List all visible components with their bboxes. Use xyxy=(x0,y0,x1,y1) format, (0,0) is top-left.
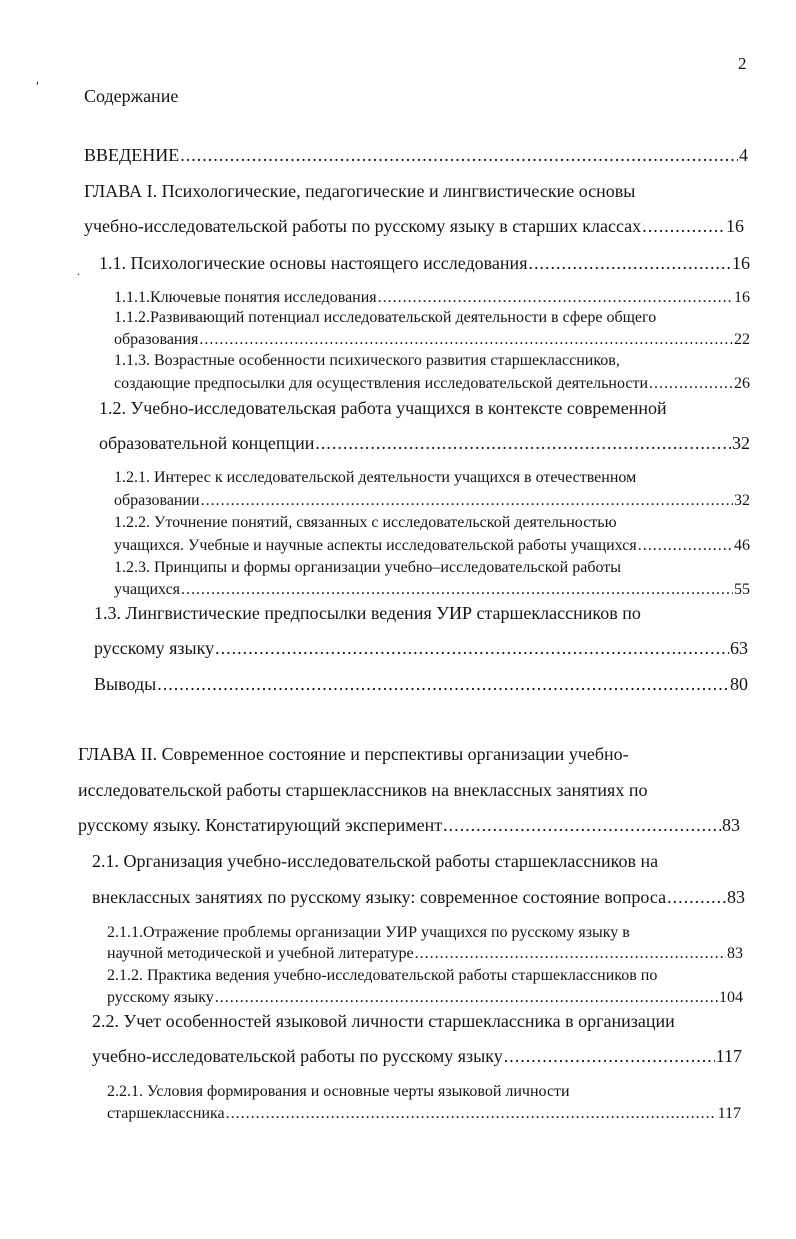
toc-entry-text: русскому языку. Констатирующий эксперимент xyxy=(78,815,443,835)
toc-entry-page: 63 xyxy=(730,638,748,658)
toc-leader xyxy=(315,433,731,454)
toc-entry-page: 32 xyxy=(732,433,750,453)
toc-entry-page: 83 xyxy=(727,887,745,907)
toc-entry-page: 83 xyxy=(722,815,740,835)
toc-entry-text: русскому языку xyxy=(94,638,215,658)
toc-entry-1-1-2[interactable] xyxy=(114,331,750,349)
toc-entry-page: 16 xyxy=(726,216,744,236)
toc-leader xyxy=(528,253,731,274)
toc-entry-line: 2.1.1.Отражение проблемы организации УИР учащихся по русскому языку в xyxy=(107,924,630,941)
toc-entry-page: 55 xyxy=(734,581,750,598)
toc-leader xyxy=(215,638,729,659)
toc-entry-text: Выводы xyxy=(94,674,157,694)
toc-entry-line: 1.3. Лингвистические предпосылки ведения УИР старшеклассников по xyxy=(94,603,641,623)
toc-entry-2-2-1[interactable] xyxy=(107,1105,741,1123)
toc-leader xyxy=(415,945,726,963)
toc-entry-page: 32 xyxy=(734,492,750,509)
toc-entry-page: 26 xyxy=(734,375,750,392)
toc-entry-line: 1.2.1. Интерес к исследовательской деятельности учащихся в отечественном xyxy=(114,469,637,486)
toc-leader xyxy=(157,674,729,695)
toc-entry-text: образовательной концепции xyxy=(99,433,315,453)
toc-entry-page: 117 xyxy=(717,1105,741,1122)
toc-entry-line: 2.1.2. Практика ведения учебно-исследовательской работы старшеклассников по xyxy=(107,967,658,984)
toc-leader xyxy=(443,815,721,836)
toc-entry-1-2-3[interactable] xyxy=(114,581,750,599)
toc-entry-page: 117 xyxy=(715,1046,742,1066)
toc-leader xyxy=(649,375,733,393)
toc-leader xyxy=(504,1046,715,1067)
toc-entry-2-2[interactable] xyxy=(92,1046,742,1067)
toc-entry-page: 22 xyxy=(734,331,750,348)
toc-leader xyxy=(180,145,738,166)
toc-entry-text: создающие предпосылки для осуществления исследовательской деятельности xyxy=(114,375,649,392)
toc-entry-text: учебно-исследовательской работы по русскому языку в старших классах xyxy=(84,216,642,236)
toc-entry-text: учащихся xyxy=(114,581,181,598)
toc-entry-line: 1.2.2. Уточнение понятий, связанных с исследовательской деятельностью xyxy=(114,514,617,531)
toc-title: Содержание xyxy=(84,86,179,106)
toc-entry-page: 16 xyxy=(732,253,750,273)
toc-entry-page: 80 xyxy=(730,674,748,694)
toc-entry-page: 4 xyxy=(739,145,748,165)
toc-entry-1-2-1[interactable] xyxy=(114,492,750,510)
toc-entry-1-1-1[interactable] xyxy=(114,289,750,307)
toc-entry-line: 1.1.3. Возрастные особенности психического развития старшеклассников, xyxy=(114,352,620,369)
toc-entry-text: внеклассных занятиях по русскому языку: современное состояние вопроса xyxy=(92,887,667,907)
toc-entry-2-1-2[interactable] xyxy=(107,989,743,1007)
toc-leader xyxy=(201,492,733,510)
toc-entry-line: 2.1. Организация учебно-исследовательской работы старшеклассников на xyxy=(92,851,659,871)
toc-entry-line: ГЛАВА I. Психологические, педагогические и лингвистические основы xyxy=(84,181,636,201)
toc-leader xyxy=(378,289,733,307)
toc-entry-1-2[interactable] xyxy=(99,433,750,454)
toc-entry-text: старшеклассника xyxy=(107,1105,225,1122)
toc-leader xyxy=(199,331,733,349)
toc-entry-chapter-2[interactable] xyxy=(78,815,740,836)
toc-entry-2-1-1[interactable] xyxy=(107,945,743,963)
toc-entry-1-1[interactable] xyxy=(99,253,750,274)
toc-leader xyxy=(215,989,718,1007)
toc-entry-text: 1.1. Психологические основы настоящего исследования xyxy=(99,253,528,273)
scan-dot: . xyxy=(77,264,80,278)
toc-entry-text: 1.1.1.Ключевые понятия исследования xyxy=(114,289,377,306)
toc-entry-line: исследовательской работы старшеклассников на внеклассных занятиях по xyxy=(78,780,648,800)
toc-leader xyxy=(226,1105,717,1123)
toc-entry-text: русскому языку xyxy=(107,989,214,1006)
toc-entry-introduction[interactable] xyxy=(84,145,748,166)
toc-entry-line: 2.2. Учет особенностей языковой личности старшеклассника в организации xyxy=(92,1011,675,1031)
toc-entry-text: образования xyxy=(114,331,199,348)
toc-entry-text: образовании xyxy=(114,492,200,509)
toc-entry-1-1-3[interactable] xyxy=(114,375,750,393)
toc-entry-conclusions[interactable] xyxy=(94,674,748,695)
toc-entry-chapter-1[interactable] xyxy=(84,216,744,237)
toc-entry-text: научной методической и учебной литературе xyxy=(107,945,414,962)
page-number: 2 xyxy=(738,54,747,73)
toc-entry-line: 1.2.3. Принципы и формы организации учебно–исследовательской работы xyxy=(114,559,622,576)
toc-leader xyxy=(181,581,733,599)
toc-entry-text: ВВЕДЕНИЕ xyxy=(84,145,180,165)
toc-entry-page: 83 xyxy=(727,945,743,962)
toc-entry-1-2-2[interactable] xyxy=(114,537,750,555)
toc-entry-1-3[interactable] xyxy=(94,638,748,659)
toc-leader xyxy=(642,216,725,237)
toc-entry-text: учебно-исследовательской работы по русскому языку xyxy=(92,1046,503,1066)
toc-entry-page: 104 xyxy=(719,989,743,1006)
toc-entry-line: 1.2. Учебно-исследовательская работа учащихся в контексте современной xyxy=(99,398,667,418)
toc-entry-page: 16 xyxy=(734,289,750,306)
toc-leader xyxy=(667,887,726,908)
toc-entry-line: 2.2.1. Условия формирования и основные черты языковой личности xyxy=(107,1083,570,1100)
toc-entry-page: 46 xyxy=(734,537,750,554)
toc-entry-2-1[interactable] xyxy=(92,887,745,908)
toc-entry-text: учащихся. Учебные и научные аспекты исследовательской работы учащихся xyxy=(114,537,637,554)
toc-entry-line: ГЛАВА II. Современное состояние и перспективы организации учебно- xyxy=(78,744,629,764)
toc-leader xyxy=(638,537,733,555)
toc-entry-line: 1.1.2.Развивающий потенциал исследовательской деятельности в сфере общего xyxy=(114,309,657,326)
scan-mark: ′ xyxy=(36,80,40,95)
